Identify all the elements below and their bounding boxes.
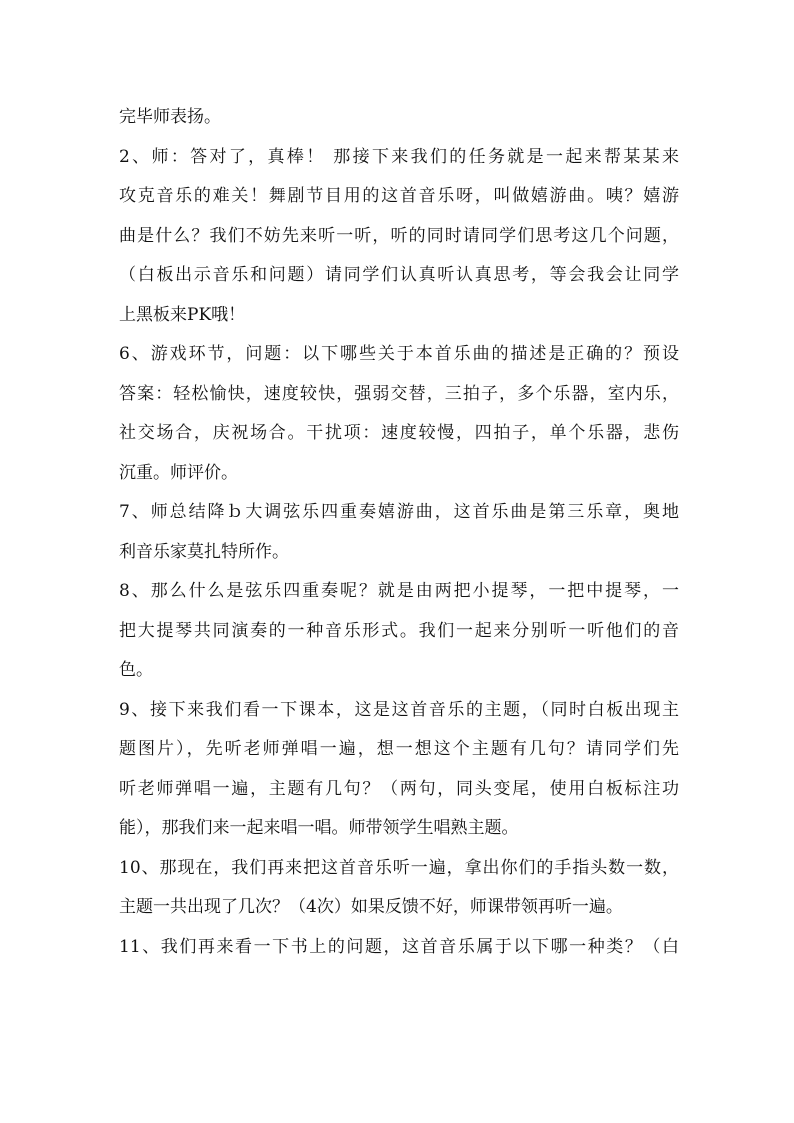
paragraph-2	[119, 138, 679, 336]
text-line: 把大提琴共同演奏的一种音乐形式。我们一起来分别听一听他们的音	[119, 620, 679, 641]
paragraph-9	[119, 691, 679, 849]
text-line: 10、那现在，我们再来把这首音乐听一遍，拿出你们的手指头数一数，	[119, 857, 679, 878]
text-line: 11、我们再来看一下书上的问题，这首音乐属于以下哪一种类？（白	[119, 936, 679, 957]
text-line: 色。	[119, 660, 153, 680]
text-line: 8、那么什么是弦乐四重奏呢？就是由两把小提琴，一把中提琴，一	[119, 581, 679, 601]
text-line: 7、师总结降ｂ大调弦乐四重奏嬉游曲，这首乐曲是第三乐章，奥地	[119, 502, 679, 522]
text-line: 答案：轻松愉快，速度较快，强弱交替，三拍子，多个乐器，室内乐，	[119, 383, 679, 404]
text-line: 沉重。师评价。	[119, 462, 238, 483]
text-line: 9、接下来我们看一下课本，这是这首音乐的主题，（同时白板出现主	[119, 699, 679, 720]
text-line: 社交场合，庆祝场合。干扰项：速度较慢，四拍子，单个乐器，悲伤	[119, 423, 679, 443]
paragraph-7	[119, 493, 679, 572]
paragraph-6	[119, 335, 679, 493]
text-line: 主题一共出现了几次？（4次）如果反馈不好，师课带领再听一遍。	[119, 897, 623, 917]
text-line: 利音乐家莫扎特所作。	[119, 541, 289, 562]
text-line: 听老师弹唱一遍，主题有几句？（两句，同头变尾，使用白板标注功	[119, 778, 679, 799]
paragraph-10	[119, 849, 679, 928]
text-line: 曲是什么？我们不妨先来听一听，听的同时请同学们思考这几个问题，	[119, 225, 679, 246]
paragraph-0	[119, 98, 679, 138]
document-body	[119, 98, 679, 967]
text-line: 上黑板来PK哦！	[119, 304, 246, 325]
text-line: 能），那我们来一起来唱一唱。师带领学生唱熟主题。	[119, 818, 519, 838]
text-line: （白板出示音乐和问题）请同学们认真听认真思考，等会我会让同学	[119, 265, 679, 285]
text-line: 题图片），先听老师弹唱一遍，想一想这个主题有几句？请同学们先	[119, 739, 679, 759]
text-line: 2、师：答对了，真棒！ 那接下来我们的任务就是一起来帮某某来	[119, 146, 679, 167]
paragraph-11	[119, 928, 679, 968]
paragraph-8	[119, 572, 679, 691]
text-line: 完毕师表扬。	[119, 107, 221, 127]
text-line: 攻克音乐的难关！舞剧节目用的这首音乐呀，叫做嬉游曲。咦？嬉游	[119, 186, 679, 206]
text-line: 6、游戏环节，问题：以下哪些关于本首乐曲的描述是正确的？预设	[119, 344, 679, 364]
